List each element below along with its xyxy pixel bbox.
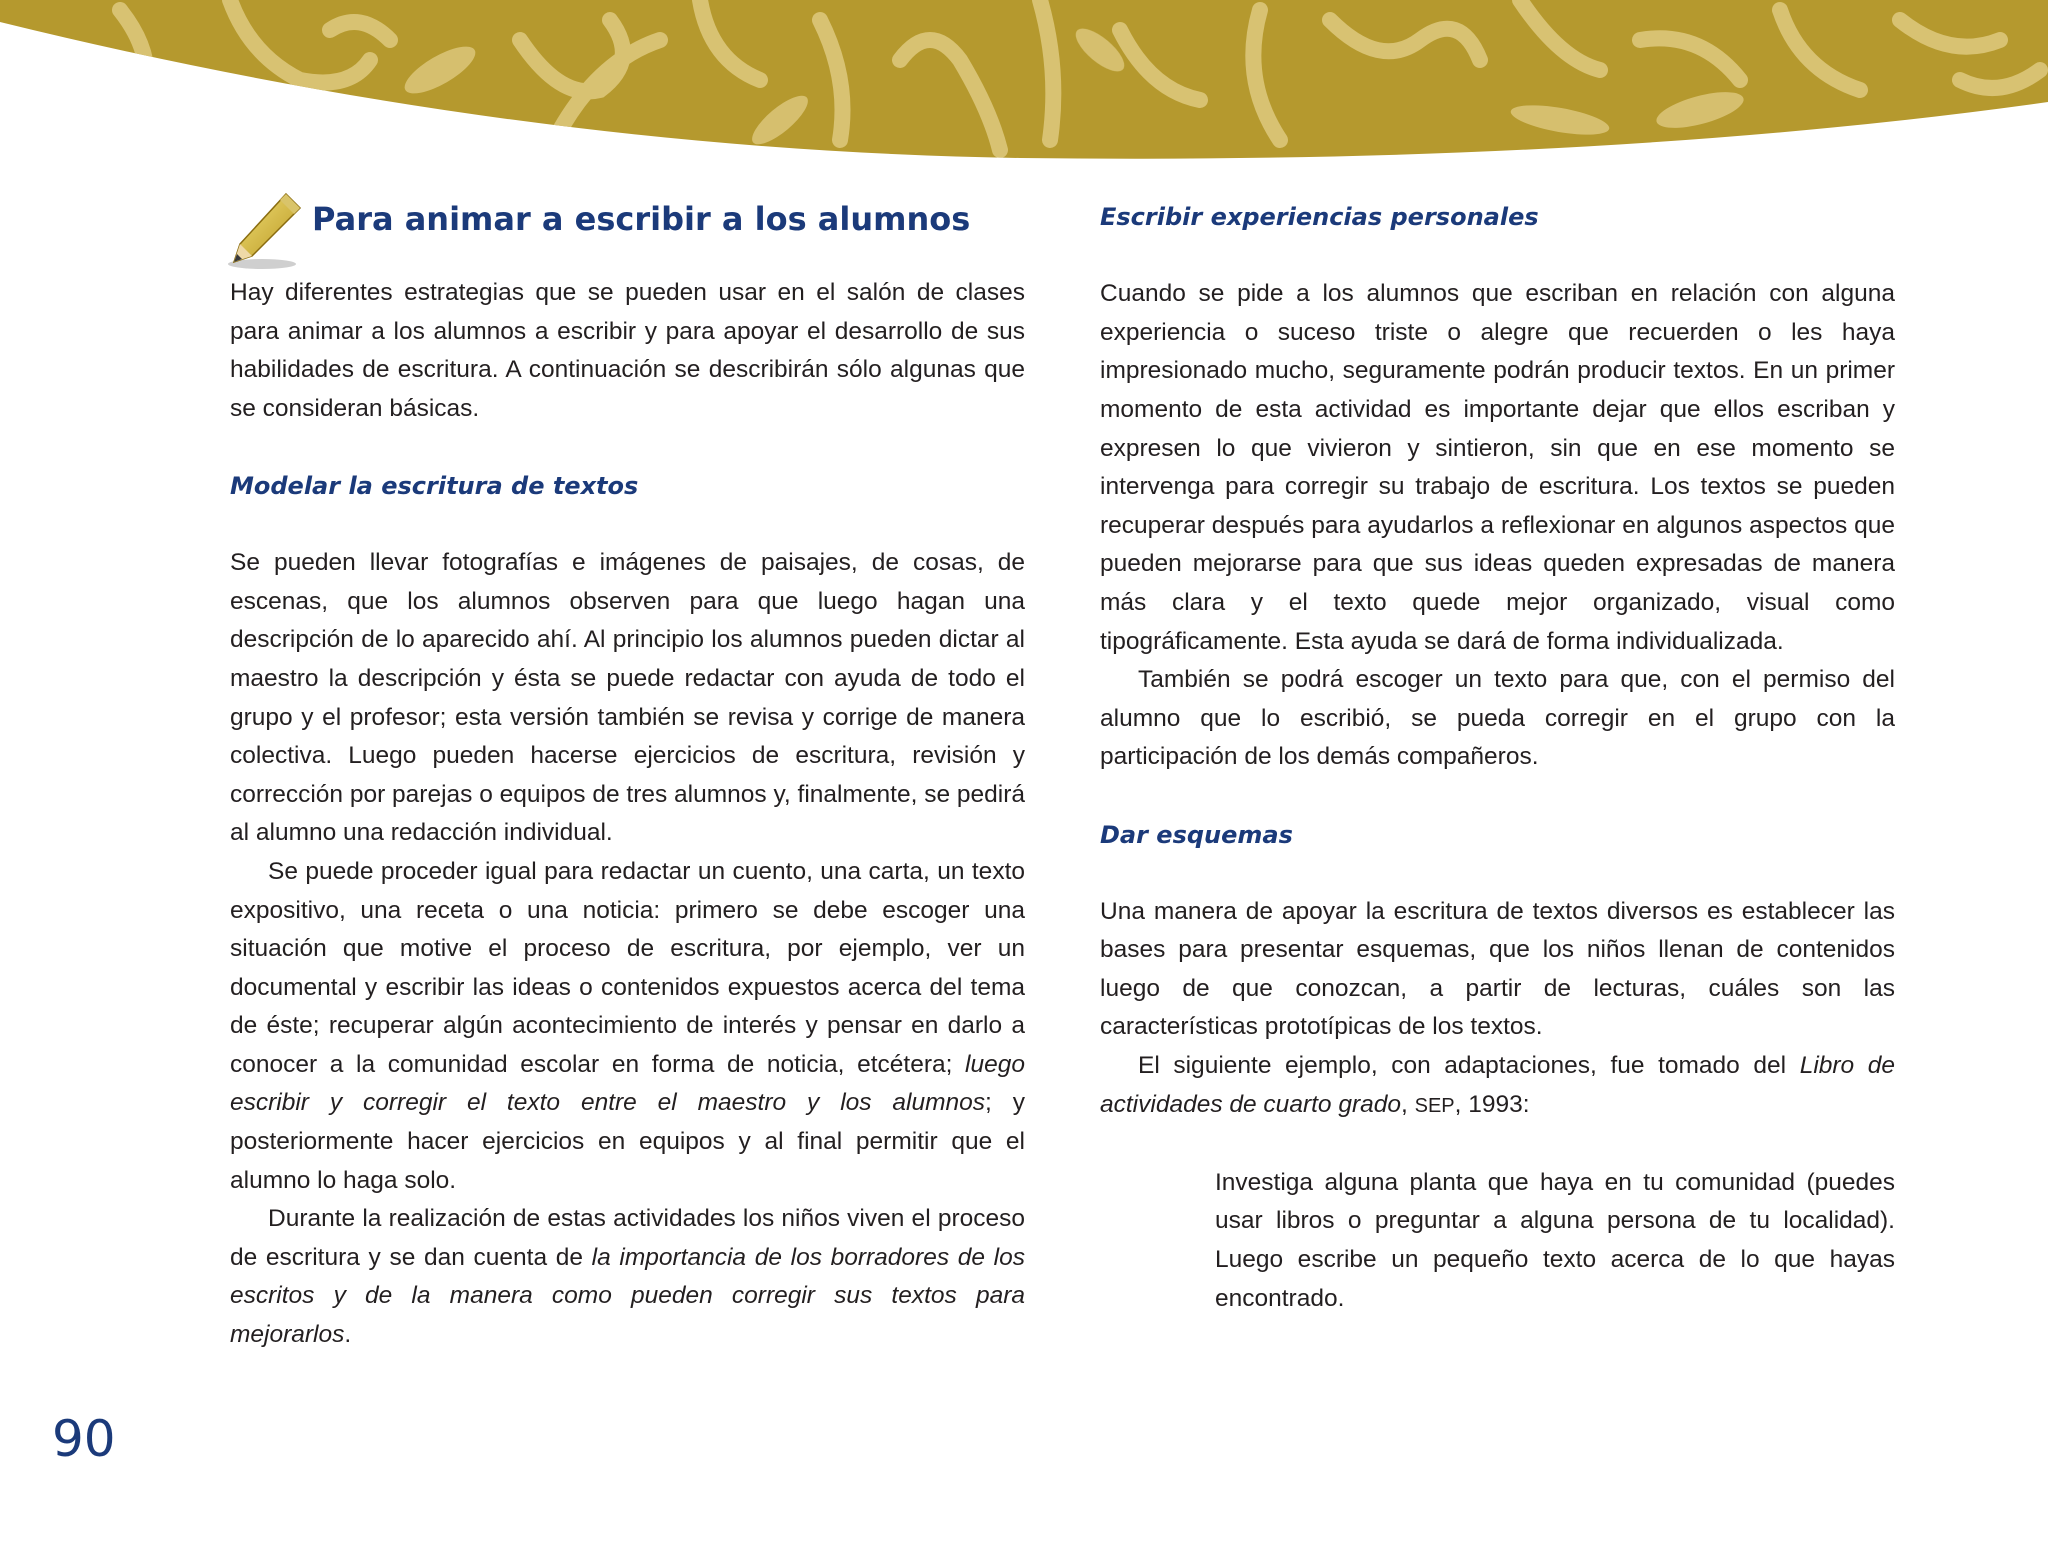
paragraph-experiencias-1: Cuando se pide a los alumnos que escriban en relación con alguna experiencia o suceso triste o alegre que recuerden o les haya impresionado mucho, seguramente podrán producir textos. En un primer momento de esta actividad es importante dejar que ellos escriban y expresen lo que vivieron y sintieron, sin que en ese momento se intervenga para corregir su trabajo de escritura. Los textos se pueden recuperar después para ayudarlos a reflexionar en algunos aspectos que pueden mejorarse para que sus ideas queden expresadas de manera más clara y el texto quede mejor organizado, visual como tipográficamente. Esta ayuda se dará de forma individualizada. (1100, 280, 1895, 655)
page-number: 90 (52, 1410, 116, 1468)
intro-paragraph: Hay diferentes estrategias que se pueden usar en el salón de clases para animar a los alumnos a escribir y para apoyar el desarrollo de sus habilidades de escritura. A continuación se describirán sólo algunas que se consideran básicas. (230, 279, 1025, 422)
subheading-modelar: Modelar la escritura de textos (230, 471, 639, 500)
right-column (1100, 190, 1895, 1318)
subheading-experiencias: Escribir experiencias personales (1100, 203, 1539, 231)
paragraph-experiencias-2: También se podrá escoger un texto para que, con el permiso del alumno que lo escribió, se pueda corregir en el grupo con la participación de los demás compañeros. (1100, 666, 1895, 771)
example-quote: Investiga alguna planta que haya en tu comunidad (puedes usar libros o preguntar a alguna persona de tu localidad). Luego escribe un pequeño texto acerca de lo que hayas encontrado. (1215, 1168, 1895, 1312)
paragraph-esquemas-1: Una manera de apoyar la escritura de textos diversos es establecer las bases para presentar esquemas, que los niños llenan de contenidos luego de que conozcan, a partir de lecturas, cuáles son las características prototípicas de los textos. (1100, 897, 1895, 1041)
page-title: Para animar a escribir a los alumnos (312, 199, 971, 238)
pencil-icon (220, 184, 310, 274)
paragraph-modelar-2: Se puede proceder igual para redactar un cuento, una carta, un texto expositivo, una receta o una noticia: primero se debe escoger una situación que motive el proceso de escritura, por ejemplo, ver un documental y escribir las ideas o contenidos expuestos acerca del tema de éste; recuperar algún acontecimiento de interés y pensar en darlo a conocer a la comunidad escolar en forma de noticia, etcétera; luego escribir y corregir el texto entre el maestro y los alumnos; y posteriormente hacer ejercicios en equipos y al final permitir que el alumno lo haga solo. (230, 857, 1025, 1194)
paragraph-modelar-3: Durante la realización de estas actividades los niños viven el proceso de escritura y se dan cuenta de la importancia de los borradores de los escritos y de la manera como pueden corregir sus textos para mejorarlos. (230, 1205, 1025, 1349)
subheading-esquemas: Dar esquemas (1100, 820, 1293, 849)
left-column (230, 190, 1025, 1355)
paragraph-esquemas-2: El siguiente ejemplo, con adaptaciones, fue tomado del Libro de actividades de cuarto grado, SEP, 1993: (1100, 1052, 1896, 1118)
decorative-banner (0, 0, 2048, 170)
paragraph-modelar-1: Se pueden llevar fotografías e imágenes de paisajes, de cosas, de escenas, que los alumnos observen para que luego hagan una descripción de lo aparecido ahí. Al principio los alumnos pueden dictar al maestro la descripción y ésta se puede redactar con ayuda de todo el grupo y el profesor; esta versión también se revisa y corrige de manera colectiva. Luego pueden hacerse ejercicios de escritura, revisión y corrección por parejas o equipos de tres alumnos y, finalmente, se pedirá al alumno una redacción individual. (230, 549, 1025, 847)
section-heading (230, 184, 1025, 274)
